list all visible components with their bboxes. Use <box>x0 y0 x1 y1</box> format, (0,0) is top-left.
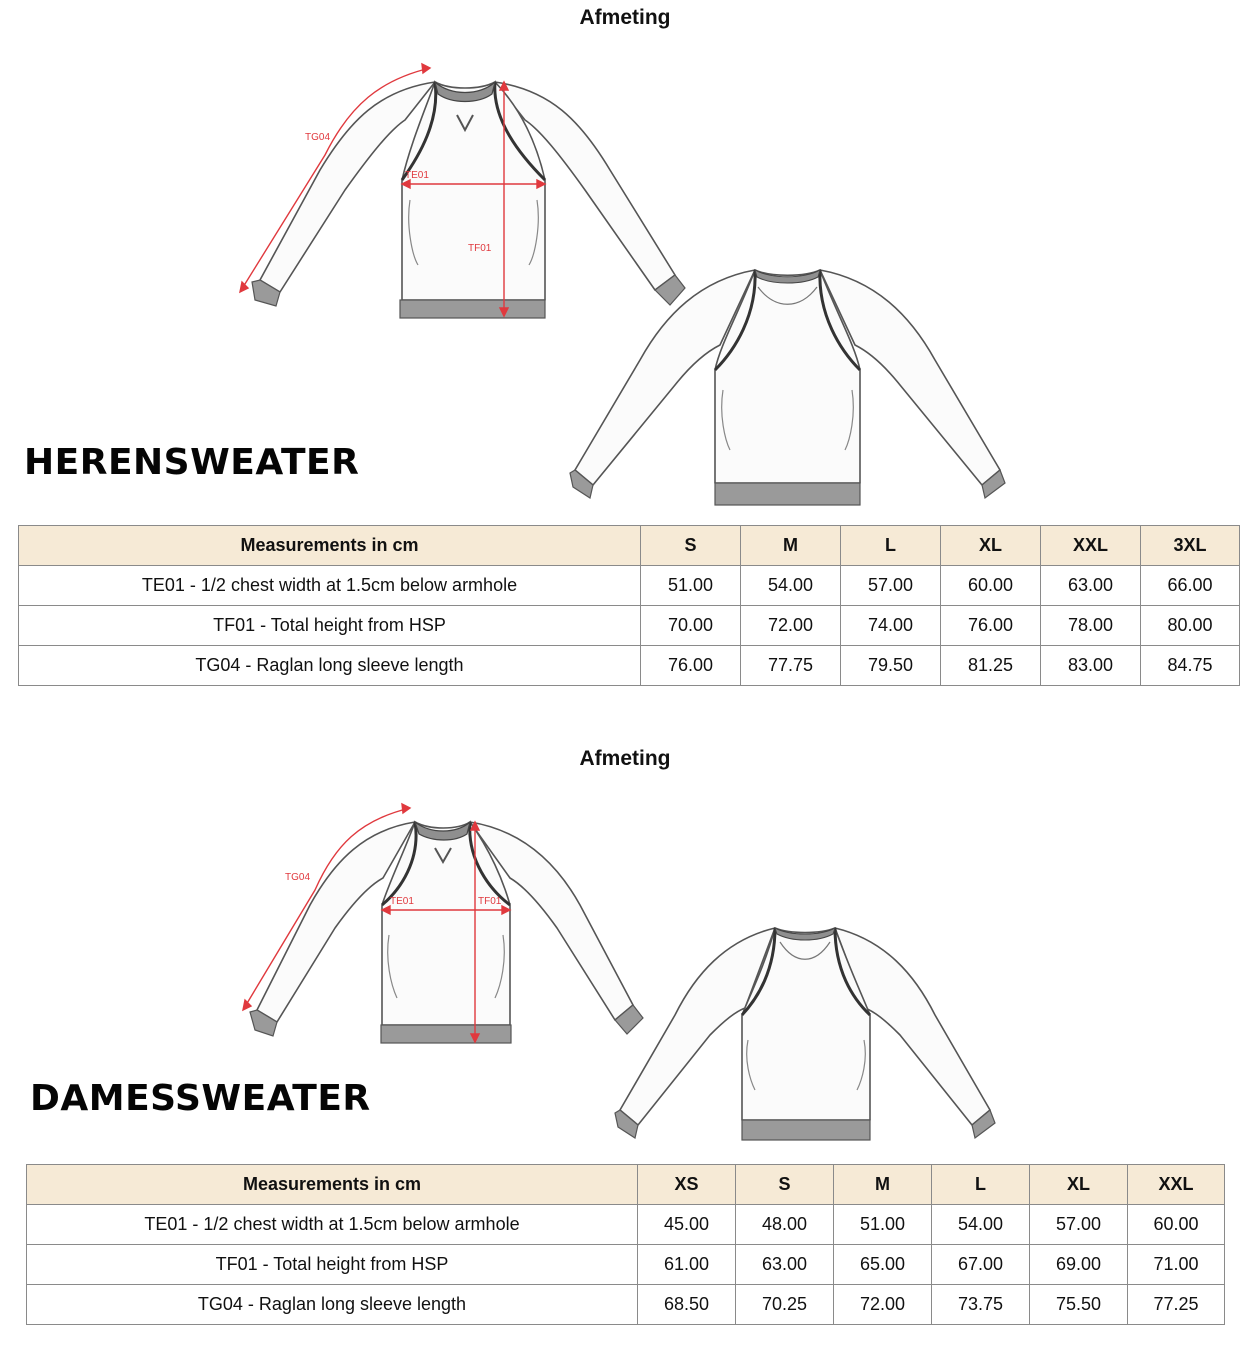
measurement-value: 57.00 <box>1030 1205 1128 1245</box>
section-title: DAMESSWEATER <box>30 1078 371 1119</box>
measurement-value: 68.50 <box>638 1285 736 1325</box>
measurement-value: 76.00 <box>641 646 741 686</box>
size-header: XS <box>638 1165 736 1205</box>
measurement-name: TE01 - 1/2 chest width at 1.5cm below armhole <box>19 566 641 606</box>
measurement-value: 72.00 <box>741 606 841 646</box>
measurement-value: 72.00 <box>834 1285 932 1325</box>
measurement-value: 60.00 <box>1128 1205 1225 1245</box>
measurement-value: 65.00 <box>834 1245 932 1285</box>
section-heading: Afmeting <box>579 747 671 770</box>
measurement-value: 51.00 <box>641 566 741 606</box>
chest-label: TE01 <box>405 170 429 181</box>
table-row <box>19 606 1240 646</box>
table-row <box>27 1285 1225 1325</box>
measurement-value: 70.00 <box>641 606 741 646</box>
size-table <box>26 1164 1225 1325</box>
measurement-value: 71.00 <box>1128 1245 1225 1285</box>
section-heading: Afmeting <box>579 6 671 29</box>
measurement-value: 57.00 <box>841 566 941 606</box>
size-table <box>18 525 1240 686</box>
measurement-value: 75.50 <box>1030 1285 1128 1325</box>
section-title: HERENSWEATER <box>24 442 360 483</box>
measurement-value: 84.75 <box>1141 646 1240 686</box>
height-label: TF01 <box>468 243 492 254</box>
measurement-name: TF01 - Total height from HSP <box>27 1245 638 1285</box>
measurement-value: 69.00 <box>1030 1245 1128 1285</box>
chest-label: TE01 <box>390 896 414 907</box>
size-header: S <box>736 1165 834 1205</box>
back-sweater-diagram <box>565 265 1015 510</box>
measurement-value: 74.00 <box>841 606 941 646</box>
size-header: M <box>741 526 841 566</box>
measurement-value: 76.00 <box>941 606 1041 646</box>
table-row <box>19 646 1240 686</box>
table-header-row <box>27 1165 1225 1205</box>
measurement-name: TG04 - Raglan long sleeve length <box>27 1285 638 1325</box>
back-sweater-diagram <box>610 920 1010 1150</box>
measurement-value: 51.00 <box>834 1205 932 1245</box>
table-row <box>19 566 1240 606</box>
measurement-name: TG04 - Raglan long sleeve length <box>19 646 641 686</box>
measurement-value: 60.00 <box>941 566 1041 606</box>
measurement-value: 77.75 <box>741 646 841 686</box>
size-header: XXL <box>1041 526 1141 566</box>
measurement-value: 54.00 <box>741 566 841 606</box>
measurement-name: TE01 - 1/2 chest width at 1.5cm below armhole <box>27 1205 638 1245</box>
size-header: XL <box>1030 1165 1128 1205</box>
measurement-value: 77.25 <box>1128 1285 1225 1325</box>
size-header: L <box>932 1165 1030 1205</box>
size-header: XXL <box>1128 1165 1225 1205</box>
measurement-value: 66.00 <box>1141 566 1240 606</box>
header-label: Measurements in cm <box>19 526 641 566</box>
measurement-value: 73.75 <box>932 1285 1030 1325</box>
measurement-value: 83.00 <box>1041 646 1141 686</box>
measurement-value: 48.00 <box>736 1205 834 1245</box>
size-header: M <box>834 1165 932 1205</box>
table-header-row <box>19 526 1240 566</box>
measurement-value: 67.00 <box>932 1245 1030 1285</box>
size-header: S <box>641 526 741 566</box>
size-header: L <box>841 526 941 566</box>
measurement-value: 70.25 <box>736 1285 834 1325</box>
measurement-value: 81.25 <box>941 646 1041 686</box>
height-label: TF01 <box>478 896 502 907</box>
sleeve-label: TG04 <box>285 872 311 883</box>
header-label: Measurements in cm <box>27 1165 638 1205</box>
front-sweater-diagram <box>235 800 655 1050</box>
measurement-value: 45.00 <box>638 1205 736 1245</box>
measurement-value: 63.00 <box>1041 566 1141 606</box>
measurement-name: TF01 - Total height from HSP <box>19 606 641 646</box>
measurement-value: 79.50 <box>841 646 941 686</box>
size-header: XL <box>941 526 1041 566</box>
measurement-value: 61.00 <box>638 1245 736 1285</box>
sleeve-label: TG04 <box>305 132 331 143</box>
measurement-value: 80.00 <box>1141 606 1240 646</box>
size-header: 3XL <box>1141 526 1240 566</box>
table-row <box>27 1245 1225 1285</box>
measurement-value: 63.00 <box>736 1245 834 1285</box>
table-row <box>27 1205 1225 1245</box>
measurement-value: 54.00 <box>932 1205 1030 1245</box>
measurement-value: 78.00 <box>1041 606 1141 646</box>
